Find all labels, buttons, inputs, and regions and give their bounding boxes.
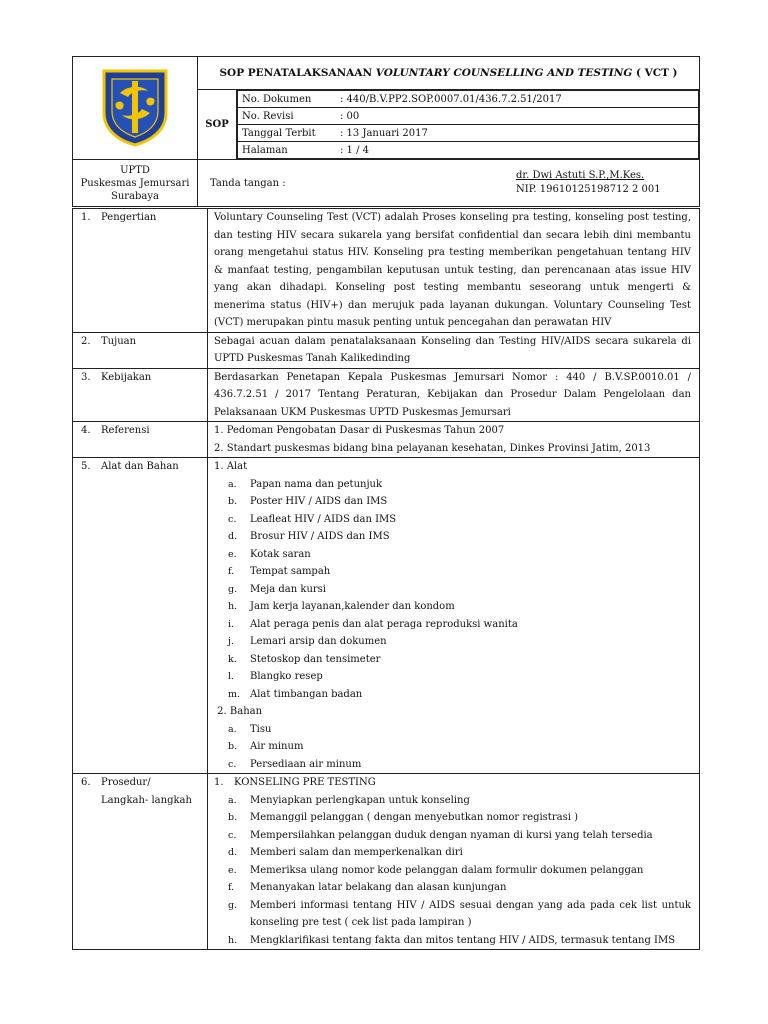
meta-row-tanggal: Tanggal Terbit : 13 Januari 2017 bbox=[238, 125, 699, 142]
list-item: j. Lemari arsip dan dokumen bbox=[228, 636, 387, 647]
sop-label: SOP bbox=[198, 90, 237, 160]
list-item: c. Persediaan air minum bbox=[228, 758, 362, 770]
list-item: a. Tisu bbox=[228, 723, 272, 735]
list-item: e. Memeriksa ulang nomor kode pelanggan dalam formulir dokumen pelanggan bbox=[228, 864, 644, 876]
header-table bbox=[72, 56, 700, 207]
list-item: c. Leafleat HIV / AIDS dan IMS bbox=[228, 513, 397, 525]
label-pengertian: 1. Pengertian bbox=[73, 209, 208, 333]
doctor-nip: NIP. 19610125198712 2 001 bbox=[516, 184, 661, 195]
meta-row-dokumen: No. Dokumen : 440/B.V.PP2.SOP.0007.01/436.7.2.51/2017 bbox=[238, 91, 699, 108]
metadata-table bbox=[237, 90, 699, 159]
bahan-heading: 2. Bahan bbox=[214, 706, 263, 717]
row-tujuan bbox=[73, 332, 700, 368]
bahan-list bbox=[214, 721, 691, 774]
organization-name: UPTD Puskesmas Jemursari Surabaya bbox=[73, 160, 198, 207]
doctor-name: dr. Dwi Astuti S.P.,M.Kes. bbox=[516, 170, 645, 181]
list-item: d. Memberi salam dan memperkenalkan diri bbox=[228, 847, 463, 858]
list-item: b. Memanggil pelanggan ( dengan menyebutkan nomor registrasi ) bbox=[228, 812, 578, 823]
label-referensi: 4. Referensi bbox=[73, 422, 208, 458]
meta-row-revisi: No. Revisi : 00 bbox=[238, 108, 699, 125]
document-title: SOP PENATALAKSANAAN VOLUNTARY COUNSELLING AND TESTING ( VCT ) bbox=[198, 57, 700, 90]
alat-heading: 1. Alat bbox=[214, 461, 248, 472]
list-item: f. Tempat sampah bbox=[228, 566, 331, 577]
row-pengertian bbox=[73, 209, 700, 333]
label-alat-bahan: 5. Alat dan Bahan bbox=[73, 458, 208, 774]
list-item: g. Meja dan kursi bbox=[228, 583, 326, 595]
text-kebijakan: Berdasarkan Penetapan Kepala Puskesmas Jemursari Nomor : 440 / B.V.SP.0010.01 / 436.7.2.51 / 2017 Tentang Peraturan, Kebijakan dan Prosedur Dalam Pengelolaan dan Pelaksanaan UKM Puskesmas UPTD Puskesmas Jemursari bbox=[208, 368, 700, 422]
label-tujuan: 2. Tujuan bbox=[73, 332, 208, 368]
content-table bbox=[72, 208, 700, 950]
list-item: d. Brosur HIV / AIDS dan IMS bbox=[228, 531, 390, 542]
text-referensi bbox=[208, 422, 700, 458]
text-tujuan: Sebagai acuan dalam penatalaksanaan Konseling dan Testing HIV/AIDS secara sukarela di UPTD Puskesmas Tanah Kalikedinding bbox=[208, 332, 700, 368]
prosedur-heading: 1. KONSELING PRE TESTING bbox=[214, 777, 376, 788]
list-item: e. Kotak saran bbox=[228, 548, 311, 560]
surabaya-crest-icon bbox=[98, 67, 172, 147]
list-item: m. Alat timbangan badan bbox=[228, 688, 363, 700]
list-item: h. Mengklarifikasi tentang fakta dan mitos tentang HIV / AIDS, termasuk tentang IMS bbox=[228, 934, 676, 946]
label-kebijakan: 3. Kebijakan bbox=[73, 368, 208, 422]
metadata-cell bbox=[237, 90, 700, 160]
label-prosedur: 6. Prosedur/ Langkah- langkah bbox=[73, 774, 208, 950]
meta-row-halaman: Halaman : 1 / 4 bbox=[238, 142, 699, 159]
logo-cell bbox=[73, 57, 198, 160]
list-item: k. Stetoskop dan tensimeter bbox=[228, 653, 381, 665]
doctor-block bbox=[506, 169, 661, 197]
row-prosedur bbox=[73, 774, 700, 950]
signature-label: Tanda tangan : bbox=[210, 177, 286, 189]
row-referensi bbox=[73, 422, 700, 458]
list-item: b. Air minum bbox=[228, 741, 304, 752]
text-pengertian: Voluntary Counseling Test (VCT) adalah Proses konseling pra testing, konseling post testing, dan testing HIV secara sukarela yang bersifat confidential dan secara lebih dini membantu orang mengetahui status HIV. Konseling pra testing memberikan pengetahuan tentang HIV & manfaat testing, pengambilan keputusan untuk testing, dan perencanaan atas issue HIV yang akan dihadapi. Konseling post testing membantu seseorang untuk mengerti & menerima status (HIV+) dan merujuk pada layanan dukungan. Voluntary Counseling Test (VCT) merupakan pintu masuk penting untuk pencegahan dan perawatan HIV bbox=[208, 209, 700, 333]
prosedur-list bbox=[214, 792, 691, 950]
list-item: f. Menanyakan latar belakang dan alasan kunjungan bbox=[228, 882, 507, 893]
list-item: a. Papan nama dan petunjuk bbox=[228, 478, 383, 490]
row-alat-bahan bbox=[73, 458, 700, 774]
text-prosedur bbox=[208, 774, 700, 950]
reference-item: 2. Standart puskesmas bidang bina pelayanan kesehatan, Dinkes Provinsi Jatim, 2013 bbox=[214, 442, 651, 454]
list-item: a. Menyiapkan perlengkapan untuk konseling bbox=[228, 794, 470, 806]
text-alat-bahan bbox=[208, 458, 700, 774]
list-item: b. Poster HIV / AIDS dan IMS bbox=[228, 496, 388, 507]
row-kebijakan bbox=[73, 368, 700, 422]
list-item: i. Alat peraga penis dan alat peraga reproduksi wanita bbox=[228, 618, 518, 630]
list-item: c. Mempersilahkan pelanggan duduk dengan nyaman di kursi yang telah tersedia bbox=[228, 829, 653, 841]
list-item: h. Jam kerja layanan,kalender dan kondom bbox=[228, 601, 455, 612]
list-item: g. Memberi informasi tentang HIV / AIDS sesuai dengan yang ada pada cek list untuk konseling pre test ( cek list pada lampiran ) bbox=[228, 899, 691, 928]
list-item: l. Blangko resep bbox=[228, 671, 323, 682]
reference-item: 1. Pedoman Pengobatan Dasar di Puskesmas Tahun 2007 bbox=[214, 425, 505, 436]
signature-cell bbox=[198, 160, 700, 207]
alat-list bbox=[214, 476, 691, 704]
